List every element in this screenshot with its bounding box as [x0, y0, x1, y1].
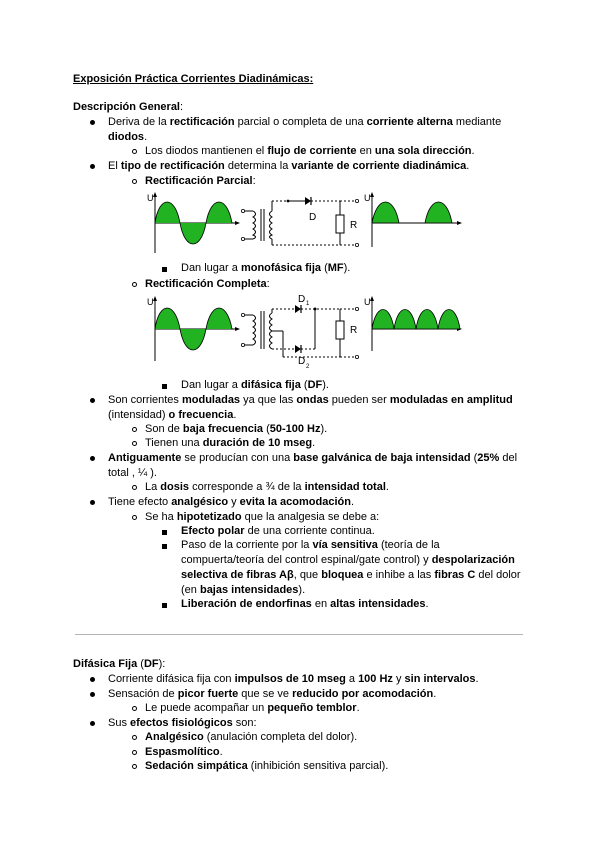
sub-bullet-circle [132, 764, 137, 769]
text-run: a [345, 673, 359, 685]
sub-bullet-circle [132, 441, 137, 446]
text-run: Paso de la corriente por la [181, 539, 313, 551]
text-run: una sola dirección [374, 145, 472, 157]
general-heading-colon: : [180, 101, 184, 113]
text-run: Se ha [145, 511, 177, 523]
square-bullet [162, 544, 167, 549]
text-run: parcial o completa de una [234, 116, 367, 128]
input-y-arrow [153, 192, 157, 197]
text-run: tipo de rectificación [120, 160, 225, 172]
analgesia-item-2-line-1 [181, 539, 440, 552]
text-run: evita la acomodación [239, 496, 351, 508]
sub-bullet-circle [132, 179, 137, 184]
bullet-dot [90, 398, 95, 403]
sub-bullet-circle [132, 515, 137, 520]
text-run: baja frecuencia [182, 423, 264, 435]
text-run: Efecto polar [181, 525, 245, 537]
text-run: Los diodos mantienen el [145, 145, 268, 157]
section-heading-general [73, 101, 183, 114]
text-run: Sedación simpática [145, 760, 248, 772]
input-u-label: U [147, 297, 154, 307]
section-separator [75, 634, 523, 635]
text-run: impulsos de 10 mseg [234, 673, 346, 685]
text-run: se producían con una [181, 452, 294, 464]
text-run: Dan lugar a [181, 262, 241, 274]
text-run: pueden ser [328, 394, 390, 406]
analgesia-item-2-line-3 [181, 569, 521, 582]
text-run: ( [300, 379, 308, 391]
text-run: 25% [477, 452, 500, 464]
diode-1-subscript: 1 [306, 301, 310, 307]
section-heading-df [73, 658, 165, 671]
text-run: (en [181, 584, 200, 596]
general-bullet-3-line-2 [108, 409, 236, 422]
text-run: flujo de corriente [267, 145, 357, 157]
text-run: La [145, 481, 161, 493]
text-run: analgésico [171, 496, 229, 508]
bullet-dot [90, 721, 95, 726]
text-run: pequeño temblor [267, 702, 357, 714]
text-run: 100 Hz [358, 673, 393, 685]
text-run: . [466, 160, 470, 172]
partial-rectification-diagram [143, 189, 463, 259]
sub-bullet-circle [132, 427, 137, 432]
text-run: dosis [160, 481, 190, 493]
text-run: reducido por acomodación [292, 688, 434, 700]
text-run: rectificación [169, 116, 235, 128]
sub-bullet-circle [132, 282, 137, 287]
analgesia-item-2-line-2 [181, 554, 515, 567]
resistor-symbol [336, 215, 344, 233]
text-run: (teoría de la [377, 539, 440, 551]
output-u-label: U [364, 297, 371, 307]
general-bullet-4-line-2 [108, 467, 157, 480]
text-run: ( [137, 658, 144, 670]
text-run: moduladas en amplitud [389, 394, 513, 406]
analgesia-item-3 [181, 598, 429, 611]
df-bullet-3 [108, 717, 257, 730]
text-run: compuerta/teoría del control espinal/gate control) y [181, 554, 432, 566]
bullet-dot [90, 456, 95, 461]
text-run: . [233, 409, 237, 421]
text-run: ( [321, 262, 328, 274]
bullet-dot [90, 692, 95, 697]
bullet-dot [90, 164, 95, 169]
square-bullet [162, 603, 167, 608]
resistor-symbol [336, 321, 344, 339]
general-bullet-1-sub [145, 145, 475, 158]
text-run: determina la [224, 160, 292, 172]
text-run: corriente alterna [366, 116, 453, 128]
text-run: Sensación de [108, 688, 178, 700]
text-run: en [356, 145, 375, 157]
general-bullet-2 [108, 160, 469, 173]
text-run: Difásica Fija [73, 658, 138, 670]
text-run: ). [322, 379, 329, 391]
complete-result [181, 379, 329, 392]
text-run: diodos [108, 131, 145, 143]
text-run: El [108, 160, 121, 172]
text-run: mediante [452, 116, 502, 128]
text-run: MF [327, 262, 344, 274]
text-run: Tienen una [145, 437, 203, 449]
general-bullet-1-line-2 [108, 131, 147, 144]
text-run: ya que las [240, 394, 297, 406]
text-run: y [392, 673, 405, 685]
input-u-label: U [147, 193, 154, 203]
bullet-dot [90, 677, 95, 682]
title-text: Exposición Práctica Corrientes Diadinámicas [73, 73, 310, 85]
text-run: Tiene efecto [108, 496, 172, 508]
text-run: picor fuerte [177, 688, 239, 700]
text-run: . [219, 746, 223, 758]
text-run: ( [470, 452, 478, 464]
text-run: del [499, 452, 518, 464]
text-run: . [425, 598, 429, 610]
diode-2-label: D [298, 356, 306, 367]
text-run: : [252, 175, 256, 187]
text-run: difásica fija [240, 379, 301, 391]
text-run: . [356, 702, 360, 714]
general-bullet-4-sub [145, 481, 389, 494]
text-run: . [433, 688, 437, 700]
df-effect-2 [145, 746, 223, 759]
general-bullet-3-sub-2 [145, 437, 315, 450]
general-bullet-5 [108, 496, 354, 509]
text-run: duración de 10 mseg [202, 437, 313, 449]
text-run: ondas [296, 394, 329, 406]
text-run: bloquea [321, 569, 364, 581]
df-bullet-2 [108, 688, 436, 701]
text-run: que se ve [238, 688, 293, 700]
diode-2-symbol [295, 345, 301, 353]
text-run: o frecuencia [168, 409, 234, 421]
diode-2-subscript: 2 [306, 364, 310, 370]
text-run: sin intervalos [404, 673, 476, 685]
title-colon: : [309, 73, 314, 85]
text-run: . [475, 673, 479, 685]
text-run: Corriente difásica fija con [108, 673, 235, 685]
output-half-wave-2 [425, 202, 452, 223]
text-run: Rectificación Completa [145, 278, 267, 290]
general-bullet-4-line-1 [108, 452, 517, 465]
text-run: ). [298, 584, 306, 596]
bullet-dot [90, 500, 95, 505]
output-u-label: U [364, 193, 371, 203]
text-run: . [385, 481, 389, 493]
input-x-arrow [235, 221, 240, 225]
sub-bullet-circle [132, 149, 137, 154]
text-run: variante de corriente diadinámica [291, 160, 467, 172]
resistor-label: R [350, 220, 358, 231]
diode-1-symbol [295, 305, 301, 313]
diode-label: D [309, 212, 317, 223]
text-run: hipotetizado [176, 511, 242, 523]
text-run: Antiguamente [108, 452, 182, 464]
diode-1-label: D [298, 294, 306, 305]
general-heading-text: Descripción General [73, 101, 180, 113]
text-run: corresponde a ¾ de la [189, 481, 305, 493]
df-bullet-1 [108, 673, 479, 686]
text-run: ). [320, 423, 328, 435]
complete-rectification-diagram [143, 291, 463, 371]
text-run: 50-100 Hz [269, 423, 321, 435]
text-run: Analgésico [145, 731, 204, 743]
text-run: . [471, 145, 475, 157]
sub-bullet-circle [132, 750, 137, 755]
partial-rectification-label [145, 175, 256, 188]
text-run: (anulación completa del dolor). [203, 731, 358, 743]
df-bullet-2-sub [145, 702, 360, 715]
text-run: ): [158, 658, 166, 670]
text-run: base galvánica de baja intensidad [293, 452, 471, 464]
bullet-dot [90, 120, 95, 125]
text-run: DF [143, 658, 159, 670]
resistor-label: R [350, 325, 358, 336]
text-run: Liberación de endorfinas [181, 598, 312, 610]
text-run: e inhibe a las [363, 569, 435, 581]
text-run: Le puede acompañar un [145, 702, 268, 714]
text-run: (inhibición sensitiva parcial). [247, 760, 389, 772]
text-run: moduladas [181, 394, 241, 406]
analgesia-item-2-line-4 [181, 584, 305, 597]
sub-bullet-circle [132, 485, 137, 490]
transformer-secondary-coil [270, 211, 273, 239]
text-run: DF [307, 379, 323, 391]
text-run: efectos fisiológicos [130, 717, 233, 729]
text-run: ). [343, 262, 351, 274]
square-bullet [162, 267, 167, 272]
text-run: Rectificación Parcial [145, 175, 253, 187]
text-run: de una corriente continua. [244, 525, 375, 537]
general-bullet-5-sub [145, 511, 379, 524]
text-run: del dolor [475, 569, 521, 581]
analgesia-item-1 [181, 525, 375, 538]
text-run: vía sensitiva [312, 539, 378, 551]
text-run: Espasmolítico [145, 746, 220, 758]
text-run: monofásica fija [240, 262, 322, 274]
text-run: altas intensidades [330, 598, 426, 610]
text-run: Son corrientes [108, 394, 182, 406]
text-run: : [266, 278, 270, 290]
df-effect-1 [145, 731, 357, 744]
text-run: . [350, 496, 354, 508]
text-run: son: [232, 717, 257, 729]
general-bullet-3-sub-1 [145, 423, 327, 436]
text-run: Son de [145, 423, 183, 435]
text-run: intensidad total [304, 481, 386, 493]
text-run: fibras C [434, 569, 476, 581]
square-bullet [162, 530, 167, 535]
text-run: . [312, 437, 316, 449]
sub-bullet-circle [132, 735, 137, 740]
text-run: despolarización [431, 554, 515, 566]
text-run: ( [263, 423, 270, 435]
sub-bullet-circle [132, 706, 137, 711]
text-run: Sus [108, 717, 131, 729]
partial-result [181, 262, 350, 275]
text-run: . [144, 131, 148, 143]
input-sine-wave [155, 202, 232, 244]
text-run: Deriva de la [108, 116, 170, 128]
text-run: bajas intensidades [199, 584, 299, 596]
output-half-wave-1 [372, 202, 399, 223]
text-run: total , ¼ ). [108, 467, 157, 479]
general-bullet-1-line-1 [108, 116, 501, 129]
df-effect-3 [145, 760, 388, 773]
text-run: (intensidad) [108, 409, 169, 421]
complete-rectification-label [145, 278, 270, 291]
general-bullet-3-line-1 [108, 394, 513, 407]
text-run: selectiva de fibras Aβ [181, 569, 294, 581]
text-run: Dan lugar a [181, 379, 241, 391]
transformer-primary-coil [253, 211, 256, 239]
square-bullet [162, 384, 167, 389]
input-sine-wave [155, 308, 232, 350]
document-title [73, 73, 313, 86]
text-run: y [228, 496, 240, 508]
diode-symbol [305, 197, 311, 205]
text-run: en [311, 598, 331, 610]
text-run: , que [293, 569, 322, 581]
text-run: que la analgesia se debe a: [241, 511, 380, 523]
